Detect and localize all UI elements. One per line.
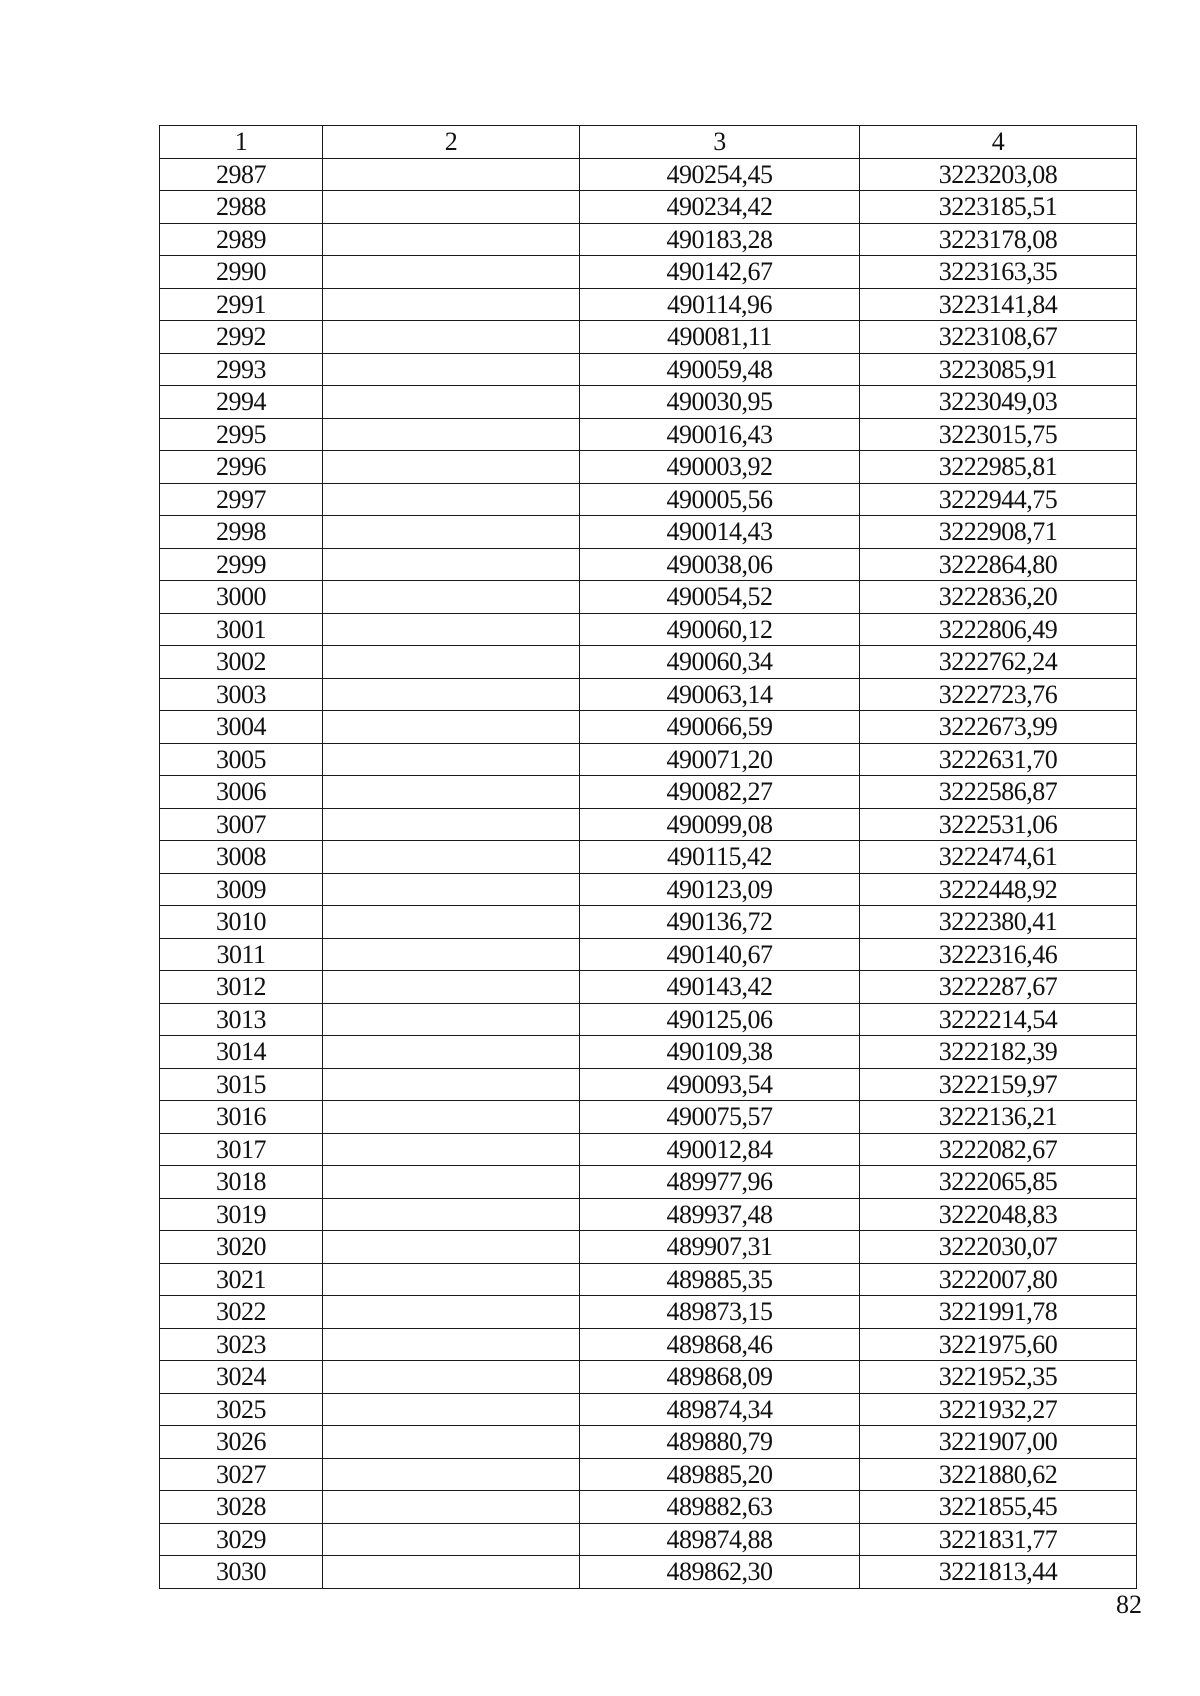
table-row: [160, 1393, 1137, 1426]
y-coordinate-cell: 3222048,83: [860, 1198, 1137, 1231]
page-number: 82: [1116, 1590, 1142, 1619]
table-row: [160, 873, 1137, 906]
x-coordinate-cell: 490142,67: [580, 256, 860, 289]
description-cell: [323, 581, 580, 614]
header-row: [160, 126, 1137, 159]
table-row: [160, 548, 1137, 581]
point-number-cell: 2999: [160, 548, 323, 581]
point-number-cell: 3017: [160, 1133, 323, 1166]
description-cell: [323, 678, 580, 711]
point-number-cell: 3010: [160, 906, 323, 939]
x-coordinate-cell: 490254,45: [580, 158, 860, 191]
description-cell: [323, 256, 580, 289]
table-row: [160, 971, 1137, 1004]
y-coordinate-cell: 3222380,41: [860, 906, 1137, 939]
y-coordinate-cell: 3222985,81: [860, 451, 1137, 484]
table-row: [160, 1328, 1137, 1361]
y-coordinate-cell: 3222136,21: [860, 1101, 1137, 1134]
point-number-cell: 2997: [160, 483, 323, 516]
point-number-cell: 3023: [160, 1328, 323, 1361]
y-coordinate-cell: 3223163,35: [860, 256, 1137, 289]
x-coordinate-cell: 490140,67: [580, 938, 860, 971]
description-cell: [323, 158, 580, 191]
description-cell: [323, 841, 580, 874]
x-coordinate-cell: 489880,79: [580, 1426, 860, 1459]
table-row: [160, 158, 1137, 191]
point-number-cell: 3021: [160, 1263, 323, 1296]
description-cell: [323, 613, 580, 646]
x-coordinate-cell: 489873,15: [580, 1296, 860, 1329]
x-coordinate-cell: 490125,06: [580, 1003, 860, 1036]
point-number-cell: 3004: [160, 711, 323, 744]
x-coordinate-cell: 489874,34: [580, 1393, 860, 1426]
x-coordinate-cell: 489937,48: [580, 1198, 860, 1231]
table-row: [160, 1556, 1137, 1589]
table-row: [160, 418, 1137, 451]
description-cell: [323, 483, 580, 516]
description-cell: [323, 1361, 580, 1394]
y-coordinate-cell: 3222214,54: [860, 1003, 1137, 1036]
y-coordinate-cell: 3223203,08: [860, 158, 1137, 191]
description-cell: [323, 1036, 580, 1069]
header-cell-point-number: 1: [160, 126, 323, 159]
y-coordinate-cell: 3222474,61: [860, 841, 1137, 874]
description-cell: [323, 288, 580, 321]
description-cell: [323, 321, 580, 354]
y-coordinate-cell: 3222631,70: [860, 743, 1137, 776]
point-number-cell: 2992: [160, 321, 323, 354]
description-cell: [323, 353, 580, 386]
description-cell: [323, 516, 580, 549]
table-row: [160, 646, 1137, 679]
y-coordinate-cell: 3222908,71: [860, 516, 1137, 549]
x-coordinate-cell: 490081,11: [580, 321, 860, 354]
x-coordinate-cell: 490063,14: [580, 678, 860, 711]
table-row: [160, 841, 1137, 874]
point-number-cell: 3022: [160, 1296, 323, 1329]
y-coordinate-cell: 3222806,49: [860, 613, 1137, 646]
y-coordinate-cell: 3222673,99: [860, 711, 1137, 744]
description-cell: [323, 1263, 580, 1296]
table-row: [160, 711, 1137, 744]
table-row: [160, 581, 1137, 614]
x-coordinate-cell: 490123,09: [580, 873, 860, 906]
table-row: [160, 1133, 1137, 1166]
description-cell: [323, 1231, 580, 1264]
point-number-cell: 3027: [160, 1458, 323, 1491]
point-number-cell: 2998: [160, 516, 323, 549]
table-row: [160, 451, 1137, 484]
description-cell: [323, 873, 580, 906]
x-coordinate-cell: 490060,34: [580, 646, 860, 679]
y-coordinate-cell: 3221991,78: [860, 1296, 1137, 1329]
table-row: [160, 776, 1137, 809]
description-cell: [323, 1393, 580, 1426]
table-row: [160, 1263, 1137, 1296]
description-cell: [323, 808, 580, 841]
table-row: [160, 743, 1137, 776]
x-coordinate-cell: 489868,09: [580, 1361, 860, 1394]
description-cell: [323, 743, 580, 776]
point-number-cell: 3026: [160, 1426, 323, 1459]
description-cell: [323, 191, 580, 224]
table-header: [160, 126, 1137, 159]
description-cell: [323, 906, 580, 939]
table-row: [160, 353, 1137, 386]
x-coordinate-cell: 489882,63: [580, 1491, 860, 1524]
description-cell: [323, 1101, 580, 1134]
y-coordinate-cell: 3222030,07: [860, 1231, 1137, 1264]
description-cell: [323, 1491, 580, 1524]
y-coordinate-cell: 3223141,84: [860, 288, 1137, 321]
x-coordinate-cell: 489977,96: [580, 1166, 860, 1199]
header-cell-y-coordinate: 4: [860, 126, 1137, 159]
table-row: [160, 906, 1137, 939]
coordinates-table: [159, 125, 1137, 1589]
table-row: [160, 516, 1137, 549]
y-coordinate-cell: 3222586,87: [860, 776, 1137, 809]
table-row: [160, 1296, 1137, 1329]
x-coordinate-cell: 490003,92: [580, 451, 860, 484]
x-coordinate-cell: 490115,42: [580, 841, 860, 874]
point-number-cell: 2987: [160, 158, 323, 191]
table-row: [160, 386, 1137, 419]
description-cell: [323, 1166, 580, 1199]
y-coordinate-cell: 3221907,00: [860, 1426, 1137, 1459]
x-coordinate-cell: 490014,43: [580, 516, 860, 549]
y-coordinate-cell: 3221932,27: [860, 1393, 1137, 1426]
table-row: [160, 256, 1137, 289]
point-number-cell: 3024: [160, 1361, 323, 1394]
point-number-cell: 3008: [160, 841, 323, 874]
table-row: [160, 223, 1137, 256]
table-row: [160, 1068, 1137, 1101]
point-number-cell: 2996: [160, 451, 323, 484]
point-number-cell: 3028: [160, 1491, 323, 1524]
point-number-cell: 3020: [160, 1231, 323, 1264]
description-cell: [323, 1426, 580, 1459]
point-number-cell: 3007: [160, 808, 323, 841]
table-row: [160, 678, 1137, 711]
table-row: [160, 1231, 1137, 1264]
x-coordinate-cell: 490093,54: [580, 1068, 860, 1101]
table-row: [160, 808, 1137, 841]
y-coordinate-cell: 3223185,51: [860, 191, 1137, 224]
table-row: [160, 1166, 1137, 1199]
point-number-cell: 3001: [160, 613, 323, 646]
description-cell: [323, 1556, 580, 1589]
x-coordinate-cell: 490114,96: [580, 288, 860, 321]
description-cell: [323, 1003, 580, 1036]
y-coordinate-cell: 3222065,85: [860, 1166, 1137, 1199]
point-number-cell: 3025: [160, 1393, 323, 1426]
table-row: [160, 1198, 1137, 1231]
y-coordinate-cell: 3221855,45: [860, 1491, 1137, 1524]
y-coordinate-cell: 3222944,75: [860, 483, 1137, 516]
x-coordinate-cell: 490136,72: [580, 906, 860, 939]
x-coordinate-cell: 489868,46: [580, 1328, 860, 1361]
x-coordinate-cell: 490143,42: [580, 971, 860, 1004]
point-number-cell: 2995: [160, 418, 323, 451]
point-number-cell: 3016: [160, 1101, 323, 1134]
y-coordinate-cell: 3221880,62: [860, 1458, 1137, 1491]
x-coordinate-cell: 490082,27: [580, 776, 860, 809]
x-coordinate-cell: 489885,35: [580, 1263, 860, 1296]
point-number-cell: 3013: [160, 1003, 323, 1036]
y-coordinate-cell: 3222182,39: [860, 1036, 1137, 1069]
point-number-cell: 3012: [160, 971, 323, 1004]
x-coordinate-cell: 490030,95: [580, 386, 860, 419]
y-coordinate-cell: 3222159,97: [860, 1068, 1137, 1101]
description-cell: [323, 418, 580, 451]
y-coordinate-cell: 3222287,67: [860, 971, 1137, 1004]
description-cell: [323, 1198, 580, 1231]
point-number-cell: 2989: [160, 223, 323, 256]
y-coordinate-cell: 3223049,03: [860, 386, 1137, 419]
description-cell: [323, 451, 580, 484]
table-row: [160, 321, 1137, 354]
header-cell-x-coordinate: 3: [580, 126, 860, 159]
description-cell: [323, 548, 580, 581]
point-number-cell: 3005: [160, 743, 323, 776]
description-cell: [323, 1068, 580, 1101]
x-coordinate-cell: 490060,12: [580, 613, 860, 646]
point-number-cell: 2988: [160, 191, 323, 224]
y-coordinate-cell: 3223015,75: [860, 418, 1137, 451]
table-row: [160, 1491, 1137, 1524]
x-coordinate-cell: 490005,56: [580, 483, 860, 516]
description-cell: [323, 1458, 580, 1491]
x-coordinate-cell: 489907,31: [580, 1231, 860, 1264]
y-coordinate-cell: 3221952,35: [860, 1361, 1137, 1394]
description-cell: [323, 1523, 580, 1556]
table-body: [160, 158, 1137, 1588]
header-cell-column-2: 2: [323, 126, 580, 159]
x-coordinate-cell: 490109,38: [580, 1036, 860, 1069]
y-coordinate-cell: 3221831,77: [860, 1523, 1137, 1556]
x-coordinate-cell: 489862,30: [580, 1556, 860, 1589]
x-coordinate-cell: 490075,57: [580, 1101, 860, 1134]
point-number-cell: 3006: [160, 776, 323, 809]
y-coordinate-cell: 3222448,92: [860, 873, 1137, 906]
y-coordinate-cell: 3222723,76: [860, 678, 1137, 711]
table-row: [160, 1426, 1137, 1459]
point-number-cell: 2991: [160, 288, 323, 321]
x-coordinate-cell: 490099,08: [580, 808, 860, 841]
x-coordinate-cell: 490066,59: [580, 711, 860, 744]
x-coordinate-cell: 490183,28: [580, 223, 860, 256]
point-number-cell: 2993: [160, 353, 323, 386]
point-number-cell: 3030: [160, 1556, 323, 1589]
point-number-cell: 3003: [160, 678, 323, 711]
y-coordinate-cell: 3222762,24: [860, 646, 1137, 679]
table-row: [160, 483, 1137, 516]
x-coordinate-cell: 490071,20: [580, 743, 860, 776]
x-coordinate-cell: 490016,43: [580, 418, 860, 451]
x-coordinate-cell: 490059,48: [580, 353, 860, 386]
point-number-cell: 3002: [160, 646, 323, 679]
description-cell: [323, 1296, 580, 1329]
table-row: [160, 288, 1137, 321]
description-cell: [323, 1328, 580, 1361]
point-number-cell: 3009: [160, 873, 323, 906]
description-cell: [323, 1133, 580, 1166]
y-coordinate-cell: 3222836,20: [860, 581, 1137, 614]
y-coordinate-cell: 3222082,67: [860, 1133, 1137, 1166]
point-number-cell: 3014: [160, 1036, 323, 1069]
point-number-cell: 3000: [160, 581, 323, 614]
point-number-cell: 3019: [160, 1198, 323, 1231]
description-cell: [323, 646, 580, 679]
description-cell: [323, 938, 580, 971]
x-coordinate-cell: 490054,52: [580, 581, 860, 614]
table-row: [160, 1036, 1137, 1069]
point-number-cell: 3018: [160, 1166, 323, 1199]
y-coordinate-cell: 3222531,06: [860, 808, 1137, 841]
table-row: [160, 613, 1137, 646]
y-coordinate-cell: 3223085,91: [860, 353, 1137, 386]
description-cell: [323, 223, 580, 256]
description-cell: [323, 971, 580, 1004]
y-coordinate-cell: 3221813,44: [860, 1556, 1137, 1589]
point-number-cell: 3011: [160, 938, 323, 971]
x-coordinate-cell: 489874,88: [580, 1523, 860, 1556]
table-row: [160, 1003, 1137, 1036]
y-coordinate-cell: 3222864,80: [860, 548, 1137, 581]
table-row: [160, 1101, 1137, 1134]
description-cell: [323, 386, 580, 419]
y-coordinate-cell: 3221975,60: [860, 1328, 1137, 1361]
point-number-cell: 3015: [160, 1068, 323, 1101]
y-coordinate-cell: 3223178,08: [860, 223, 1137, 256]
table-row: [160, 1523, 1137, 1556]
table-row: [160, 1458, 1137, 1491]
x-coordinate-cell: 490234,42: [580, 191, 860, 224]
x-coordinate-cell: 490038,06: [580, 548, 860, 581]
y-coordinate-cell: 3222007,80: [860, 1263, 1137, 1296]
description-cell: [323, 711, 580, 744]
y-coordinate-cell: 3223108,67: [860, 321, 1137, 354]
y-coordinate-cell: 3222316,46: [860, 938, 1137, 971]
x-coordinate-cell: 490012,84: [580, 1133, 860, 1166]
table-row: [160, 1361, 1137, 1394]
point-number-cell: 3029: [160, 1523, 323, 1556]
table-row: [160, 191, 1137, 224]
point-number-cell: 2994: [160, 386, 323, 419]
description-cell: [323, 776, 580, 809]
x-coordinate-cell: 489885,20: [580, 1458, 860, 1491]
point-number-cell: 2990: [160, 256, 323, 289]
table-row: [160, 938, 1137, 971]
